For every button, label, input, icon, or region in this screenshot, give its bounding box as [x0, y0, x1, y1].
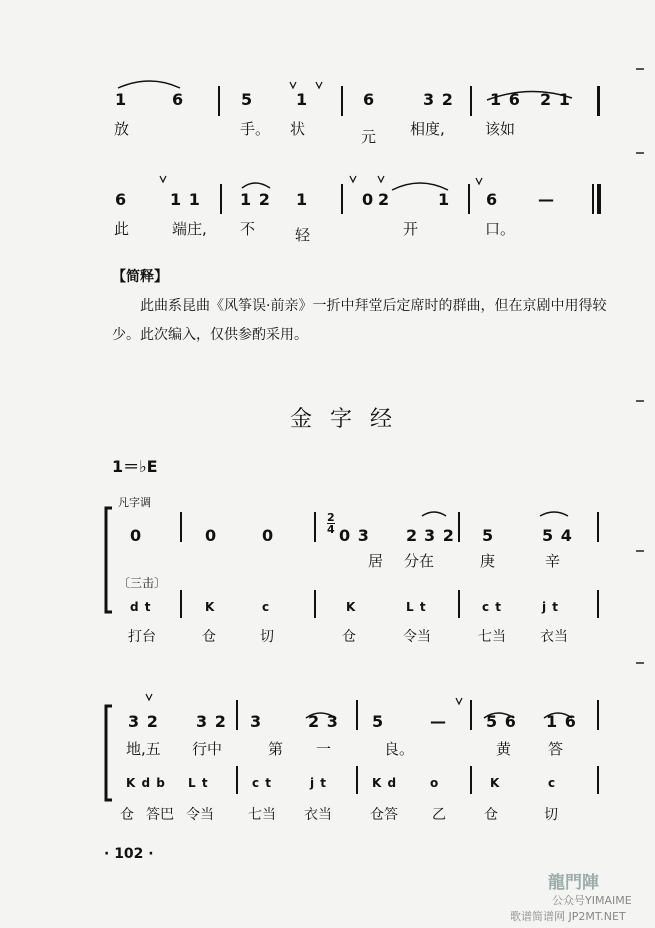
lyric: 端庄, — [172, 220, 207, 238]
barline — [314, 590, 316, 618]
note: 1 6 — [490, 90, 521, 109]
lyric: 相度, — [410, 120, 445, 138]
barline — [470, 700, 472, 730]
barline — [341, 184, 343, 214]
song-title: 金字经 — [290, 407, 411, 432]
perc-text: 仓 — [120, 807, 134, 823]
note: 2 — [406, 526, 419, 545]
note: 6 — [363, 90, 376, 109]
lyric: 答 — [548, 740, 564, 758]
perc-text: 令当 — [403, 629, 431, 645]
perc-syllable: c — [262, 600, 271, 614]
mode-label: 凡字调 — [118, 496, 151, 509]
note: 5 — [372, 712, 385, 731]
perc-syllable: c t — [252, 776, 273, 790]
note: 3 — [250, 712, 263, 731]
perc-text: 仓答 — [370, 807, 398, 823]
watermark-line2: 歌谱简谱网 JP2MT.NET — [510, 910, 626, 923]
note: 2 1 — [540, 90, 571, 109]
slur — [118, 81, 180, 88]
perc-text: 切 — [260, 629, 274, 645]
note: 0 — [262, 526, 275, 545]
note: 2 — [378, 190, 391, 209]
note: 3 2 — [196, 712, 227, 731]
perc-text: 仓 — [202, 629, 216, 645]
barline — [220, 184, 222, 214]
perc-syllable: K — [205, 600, 216, 614]
barline — [597, 512, 599, 542]
perc-text: 衣当 — [304, 807, 332, 823]
lyric: 此 — [114, 220, 130, 238]
note: 6 — [115, 190, 128, 209]
barline — [218, 86, 220, 116]
margin-tick — [636, 68, 644, 70]
note: — — [430, 712, 447, 731]
perc-text: 切 — [544, 807, 558, 823]
note: 3 2 — [424, 526, 455, 545]
note: 5 — [482, 526, 495, 545]
lyric: 黄 — [496, 740, 512, 758]
lyric: 居 — [368, 552, 384, 570]
note: 1 — [115, 90, 128, 109]
barline — [458, 512, 460, 542]
lyric: 分在 — [404, 552, 435, 570]
lyric: 一 — [316, 740, 332, 758]
perc-syllable: o — [430, 776, 440, 790]
margin-tick — [636, 662, 644, 664]
barline — [468, 184, 470, 214]
watermark-logo: 龍門陣 — [548, 873, 599, 893]
note: 0 3 — [339, 526, 370, 545]
barline — [470, 86, 472, 116]
note: 1 6 — [546, 712, 577, 731]
lyric: 放 — [114, 120, 130, 138]
lyric: 元 — [361, 128, 377, 146]
perc-text: 七当 — [248, 807, 276, 823]
key-signature: 1＝♭E — [112, 457, 158, 476]
perc-text: 乙 — [432, 807, 446, 823]
perc-text: 答巴 — [146, 807, 174, 823]
margin-tick — [636, 152, 644, 154]
perc-syllable: j t — [310, 776, 328, 790]
lyric: 不 — [240, 220, 256, 238]
perc-text: 仓 — [484, 807, 498, 823]
perc-syllable: c t — [482, 600, 503, 614]
barline — [236, 700, 238, 730]
perc-syllable: d t — [130, 600, 152, 614]
note: 6 — [172, 90, 185, 109]
final-barline — [597, 184, 601, 214]
lyric: 状 — [290, 120, 306, 138]
annotation-heading: 【简释】 — [112, 269, 168, 285]
lyric: 手。 — [240, 120, 271, 138]
slur — [422, 512, 446, 516]
lyric: 庚 — [480, 552, 496, 570]
note: 1 — [296, 90, 309, 109]
note: 1 1 — [170, 190, 201, 209]
slur — [242, 183, 270, 188]
perc-text: 仓 — [342, 629, 356, 645]
note: 3 2 — [423, 90, 454, 109]
lyric: 口。 — [485, 220, 516, 238]
lyric: 行中 — [192, 740, 223, 758]
margin-tick — [636, 550, 644, 552]
note: — — [538, 190, 555, 209]
page-number: · 102 · — [104, 846, 154, 862]
note: 1 2 — [240, 190, 271, 209]
note: 6 — [486, 190, 499, 209]
barline — [356, 700, 358, 730]
barline — [236, 766, 238, 794]
barline — [597, 590, 599, 618]
note: 1 — [438, 190, 451, 209]
slur — [392, 183, 448, 190]
note: 1 — [296, 190, 309, 209]
perc-syllable: K d b — [126, 776, 166, 790]
time-sig-bottom: 4 — [327, 523, 335, 536]
note: 0 — [205, 526, 218, 545]
lyric: 第 — [268, 740, 284, 758]
barline — [470, 766, 472, 794]
perc-text: 衣当 — [540, 629, 568, 645]
watermark-line1: 公众号YIMAIME — [552, 894, 632, 907]
perc-text: 七当 — [478, 629, 506, 645]
lyric: 该如 — [485, 120, 516, 138]
lyric: 轻 — [295, 226, 311, 244]
lyric: 辛 — [545, 552, 561, 570]
slur — [540, 512, 568, 516]
barline — [314, 512, 316, 542]
barline — [458, 590, 460, 618]
note: 2 3 — [308, 712, 339, 731]
note: 5 4 — [542, 526, 573, 545]
lyric: 地,五 — [126, 740, 161, 758]
perc-syllable: K — [490, 776, 501, 790]
note: 0 — [362, 190, 375, 209]
perc-text: 令当 — [186, 807, 214, 823]
note: 0 — [130, 526, 143, 545]
barline — [180, 512, 182, 542]
time-sig-top: 2 — [327, 511, 335, 524]
barline — [597, 766, 599, 794]
barline — [341, 86, 343, 116]
lyric: 开 — [403, 220, 419, 238]
percussion-label: 〔三击〕 — [118, 576, 167, 590]
note: 5 — [241, 90, 254, 109]
barline — [356, 766, 358, 794]
barline — [597, 700, 599, 730]
perc-syllable: L t — [188, 776, 209, 790]
note: 5 6 — [486, 712, 517, 731]
perc-syllable: j t — [542, 600, 560, 614]
time-signature — [327, 512, 335, 535]
perc-syllable: c — [548, 776, 557, 790]
perc-text: 打台 — [128, 629, 156, 645]
barline — [180, 590, 182, 618]
perc-syllable: L t — [406, 600, 427, 614]
lyric: 良。 — [384, 740, 415, 758]
barline — [597, 86, 600, 116]
perc-syllable: K d — [372, 776, 398, 790]
note: 3 2 — [128, 712, 159, 731]
perc-syllable: K — [346, 600, 357, 614]
annotation-text: 此曲系昆曲《风筝误·前亲》一折中拜堂后定席时的群曲，但在京剧中用得较少。此次编入，仅供参酌采用。 — [112, 298, 607, 343]
barline — [592, 184, 594, 214]
margin-tick — [636, 400, 644, 402]
